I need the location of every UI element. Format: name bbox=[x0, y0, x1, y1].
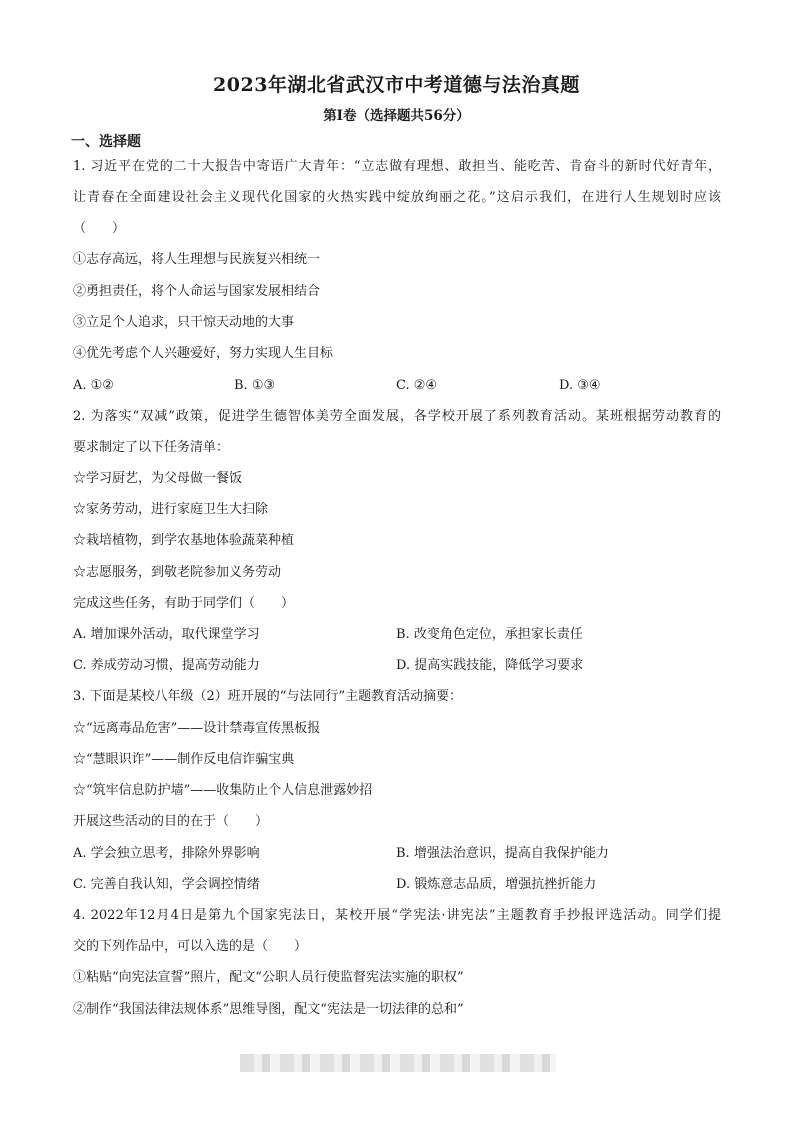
q3-option-a: A. 学会独立思考，排除外界影响 bbox=[73, 846, 260, 861]
q3-statement-3: ☆“筑牢信息防护墙”——收集防止个人信息泄露妙招 bbox=[73, 783, 373, 798]
q1-stem-line-2: 让青春在全面建设社会主义现代化国家的火热实践中绽放绚丽之花。”这启示我们，在进行人生规划时应该 bbox=[73, 190, 721, 205]
q4-statement-1: ①粘贴“向宪法宣誓”照片，配文“公职人员行使监督宪法实施的职权” bbox=[73, 970, 464, 985]
q4-statement-2: ②制作“我国法律法规体系”思维导图，配文“宪法是一切法律的总和” bbox=[73, 1002, 464, 1017]
q4-stem-line-2: 交的下列作品中，可以入选的是（ ） bbox=[73, 939, 308, 954]
q3-statement-2: ☆“慧眼识诈”——制作反电信诈骗宝典 bbox=[73, 752, 295, 767]
q2-option-d: D. 提高实践技能，降低学习要求 bbox=[396, 658, 584, 673]
q3-option-c: C. 完善自我认知，学会调控情绪 bbox=[73, 877, 260, 892]
q3-statement-1: ☆“远离毒品危害”——设计禁毒宣传黑板报 bbox=[73, 721, 321, 736]
q1-option-a: A. ①② bbox=[73, 378, 114, 393]
blurred-footer-watermark bbox=[240, 1054, 556, 1072]
q2-option-b: B. 改变角色定位，承担家长责任 bbox=[396, 627, 583, 642]
q1-stem-line-1: 1. 习近平在党的二十大报告中寄语广大青年：“立志做有理想、敢担当、能吃苦、肯奋斗的新时代好青年， bbox=[73, 159, 721, 174]
q1-statement-2: ②勇担责任，将个人命运与国家发展相结合 bbox=[73, 284, 321, 299]
q2-option-a: A. 增加课外活动，取代课堂学习 bbox=[73, 627, 260, 642]
q2-option-c: C. 养成劳动习惯，提高劳动能力 bbox=[73, 658, 260, 673]
q3-option-b: B. 增强法治意识，提高自我保护能力 bbox=[396, 846, 609, 861]
q1-option-c: C. ②④ bbox=[396, 378, 438, 393]
q4-stem-line-1: 4. 2022年12月4日是第九个国家宪法日，某校开展“学宪法·讲宪法”主题教育手抄报评选活动。同学们提 bbox=[73, 908, 721, 923]
q2-stem-line-1: 2. 为落实“双减”政策，促进学生德智体美劳全面发展，各学校开展了系列教育活动。某班根据劳动教育的 bbox=[73, 409, 721, 424]
q2-statement-2: ☆家务劳动，进行家庭卫生大扫除 bbox=[73, 502, 269, 517]
q2-statement-3: ☆栽培植物，到学农基地体验蔬菜种植 bbox=[73, 533, 295, 548]
q1-statement-4: ④优先考虑个人兴趣爱好，努力实现人生目标 bbox=[73, 346, 334, 361]
q1-stem-line-3: （ ） bbox=[73, 221, 126, 236]
q1-option-b: B. ①③ bbox=[234, 378, 276, 393]
q2-statement-1: ☆学习厨艺，为父母做一餐饭 bbox=[73, 471, 243, 486]
q1-statement-1: ①志存高远，将人生理想与民族复兴相统一 bbox=[73, 252, 321, 267]
volume-subtitle: 第Ⅰ卷（选择题共56分） bbox=[323, 108, 470, 124]
q3-stem-line-1: 3. 下面是某校八年级（2）班开展的“与法同行”主题教育活动摘要： bbox=[73, 689, 463, 704]
q2-statement-4: ☆志愿服务，到敬老院参加义务劳动 bbox=[73, 565, 282, 580]
q2-prompt: 完成这些任务，有助于同学们（ ） bbox=[73, 596, 295, 611]
q3-prompt: 开展这些活动的目的在于（ ） bbox=[73, 814, 269, 829]
q3-option-d: D. 锻炼意志品质，增强抗挫折能力 bbox=[396, 877, 597, 892]
page-title: 2023年湖北省武汉市中考道德与法治真题 bbox=[213, 74, 580, 96]
section-heading: 一、选择题 bbox=[71, 134, 141, 150]
q1-option-d: D. ③④ bbox=[559, 378, 601, 393]
q2-stem-line-2: 要求制定了以下任务清单： bbox=[73, 440, 230, 455]
q1-statement-3: ③立足个人追求，只干惊天动地的大事 bbox=[73, 315, 295, 330]
